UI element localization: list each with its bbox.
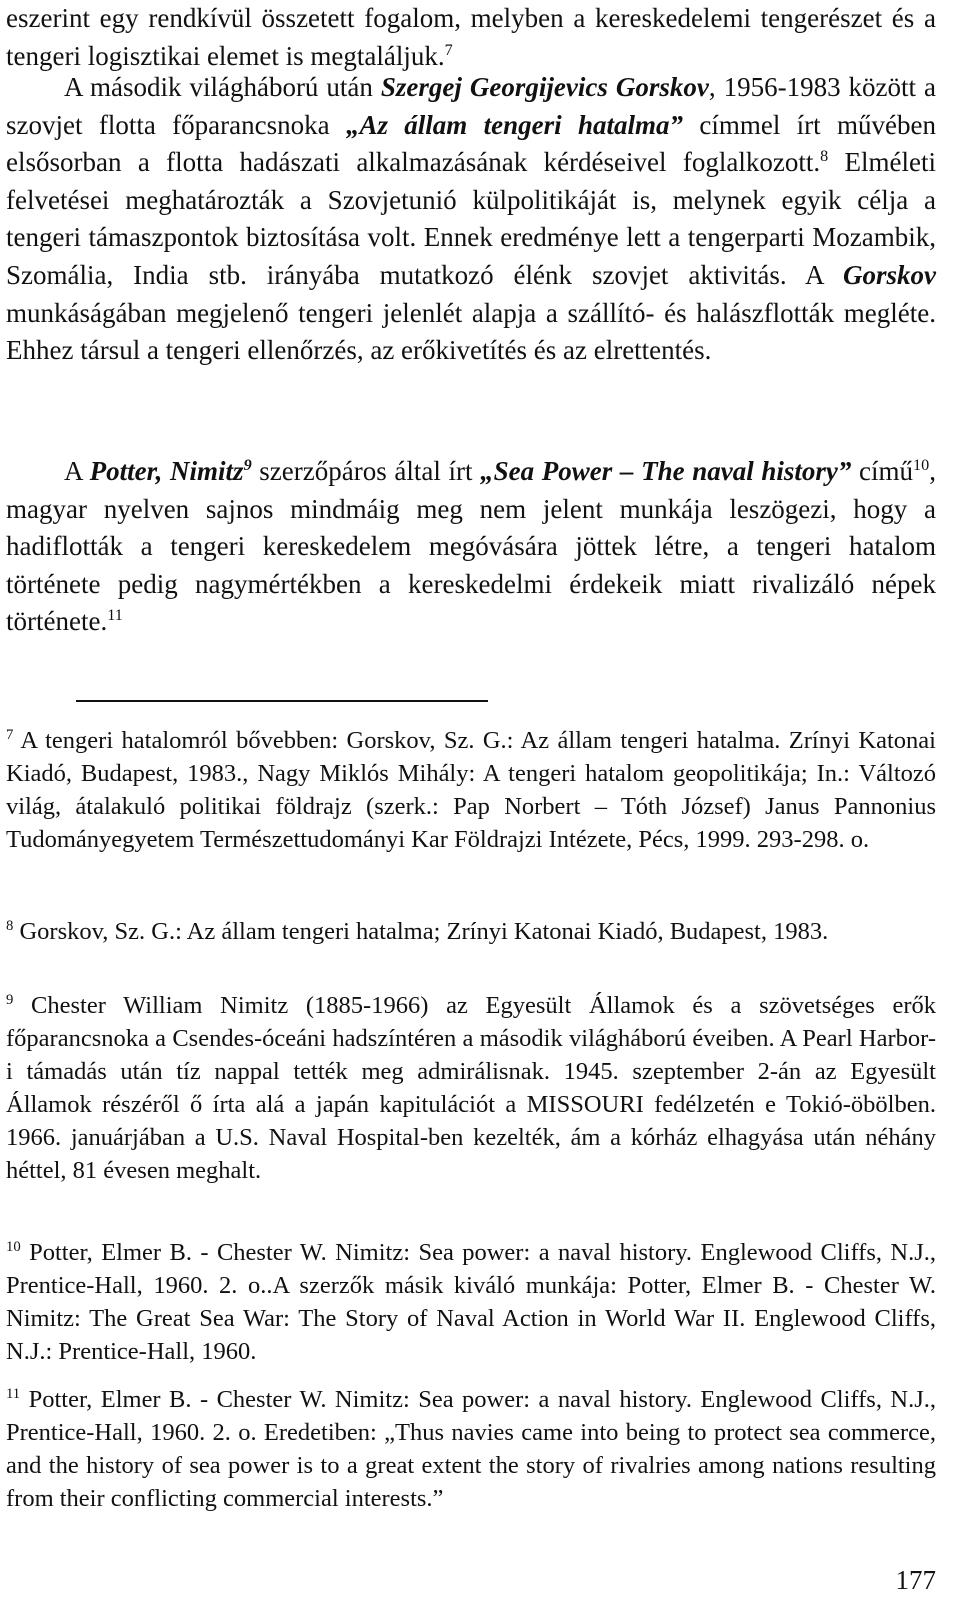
paragraph-2-text-3: címmel írt művében elsősorban a flotta hadászati alkalmazásának kérdéseivel foglalkozott. <box>6 109 936 178</box>
footnote-text: Potter, Elmer B. - Chester W. Nimitz: Sea power: a naval history. Englewood Cliffs, N.J., Prentice-Hall, 1960. 2. o..A szerzők másik kiváló munkája: Potter, Elmer B. - Chester W. Nimitz: The Great Sea War: The Story of Naval Action in World War II. Englewood Cliffs, N.J.: Prentice-Hall, 1960. <box>6 1239 936 1365</box>
paragraph-3-text-4: , magyar nyelven sajnos mindmáig meg nem jelent munkája leszögezi, hogy a hadiflották a tengeri kereskedelem megóvására jöttek létre, a tengeri hatalom története pedig nagymértékben a kereskedelmi érdekeik miatt rivalizáló népek története. <box>6 456 936 637</box>
paragraph-2-text-2: , 1956-1983 között a szovjet flotta főparancsnoka <box>6 72 937 140</box>
paragraph-2-text-1: A második világháború után <box>64 72 381 102</box>
name-gorskov-full: Szergej Georgijevics Gorskov <box>380 72 709 102</box>
footnote-text: Potter, Elmer B. - Chester W. Nimitz: Sea power: a naval history. Englewood Cliffs, N.J., Prentice-Hall, 1960. 2. o. Eredetiben: „Thus navies came into being to protect sea commerce, and the history of sea power is to a great extent the story of rivalries among nations resulting from their conflicting commercial interests.” <box>6 1386 936 1512</box>
book-title-sea-power: „Sea Power – The naval history” <box>480 456 852 486</box>
footnote-8 <box>6 916 936 949</box>
footnote-ref-10: 10 <box>913 456 930 474</box>
paragraph-1 <box>6 0 936 75</box>
paragraph-3-text-1: A <box>64 456 90 486</box>
footnote-number: 11 <box>6 1385 21 1402</box>
name-potter-nimitz: Potter, Nimitz <box>89 456 244 486</box>
footnote-ref-8: 8 <box>820 147 829 166</box>
footnote-number: 9 <box>6 991 14 1008</box>
footnote-9 <box>6 990 936 1187</box>
paragraph-3-text-2: szerzőpáros által írt <box>251 456 481 486</box>
footnote-separator <box>76 700 488 702</box>
footnote-text: Chester William Nimitz (1885-1966) az Egyesült Államok és a szövetséges erők főparancsnoka a Csendes-óceáni hadszíntéren a második világháború éveiben. A Pearl Harbor-i támadás után tíz nappal tették meg admirálisnak. 1945. szeptember 2-án az Egyesült Államok részéről ő írta alá a japán kapitulációt a MISSOURI fedélzetén e Tokió-öbölben. 1966. januárjában a U.S. Naval Hospital-ben kezelték, ám a kórház elhagyása után néhány héttel, 81 évesen meghalt. <box>6 992 936 1184</box>
paragraph-1-text: eszerint egy rendkívül összetett fogalom, melyben a kereskedelemi tengerészet és a tengeri logisztikai elemet is megtaláljuk. <box>6 3 936 71</box>
paragraph-3 <box>6 453 936 641</box>
paragraph-2-text-4: Elméleti felvetései meghatározták a Szovjetunió külpolitikáját is, melynek egyik célja a tengeri támaszpontok biztosítása volt. Ennek eredménye lett a tengerparti Mozambik, Szomália, India stb. irányába mutatkozó élénk szovjet aktivitás. A <box>6 147 936 290</box>
footnote-10 <box>6 1237 936 1369</box>
footnote-number: 10 <box>6 1238 21 1255</box>
paragraph-2 <box>6 69 936 370</box>
name-gorskov: Gorskov <box>843 259 936 290</box>
footnote-ref-7: 7 <box>444 40 453 59</box>
footnote-number: 8 <box>6 917 14 934</box>
footnote-number: 7 <box>6 726 14 743</box>
footnote-ref-11: 11 <box>107 606 123 625</box>
footnote-11 <box>6 1384 936 1516</box>
book-title-allam: „Az állam tengeri hatalma” <box>345 109 684 140</box>
footnote-7 <box>6 725 936 857</box>
paragraph-2-text-5: munkáságában megjelenő tengeri jelenlét alapja a szállító- és halászflották megléte. Ehhez társul a tengeri ellenőrzés, az erőkivetítés és az elrettentés. <box>6 297 936 366</box>
footnote-text: Gorskov, Sz. G.: Az állam tengeri hatalma; Zrínyi Katonai Kiadó, Budapest, 1983. <box>13 918 829 945</box>
paragraph-3-text-3: című <box>851 456 914 486</box>
page-number: 177 <box>895 1565 936 1595</box>
footnote-ref-9: 9 <box>243 456 252 474</box>
footnote-text: A tengeri hatalomról bővebben: Gorskov, Sz. G.: Az állam tengeri hatalma. Zrínyi Katonai Kiadó, Budapest, 1983., Nagy Miklós Mihály: A tengeri hatalom geopolitikája; In.: Változó világ, átalakuló politikai földrajz (szerk.: Pap Norbert – Tóth József) Janus Pannonius Tudományegyetem Természettudományi Kar Földrajzi Intézete, Pécs, 1999. 293-298. o. <box>6 727 936 853</box>
